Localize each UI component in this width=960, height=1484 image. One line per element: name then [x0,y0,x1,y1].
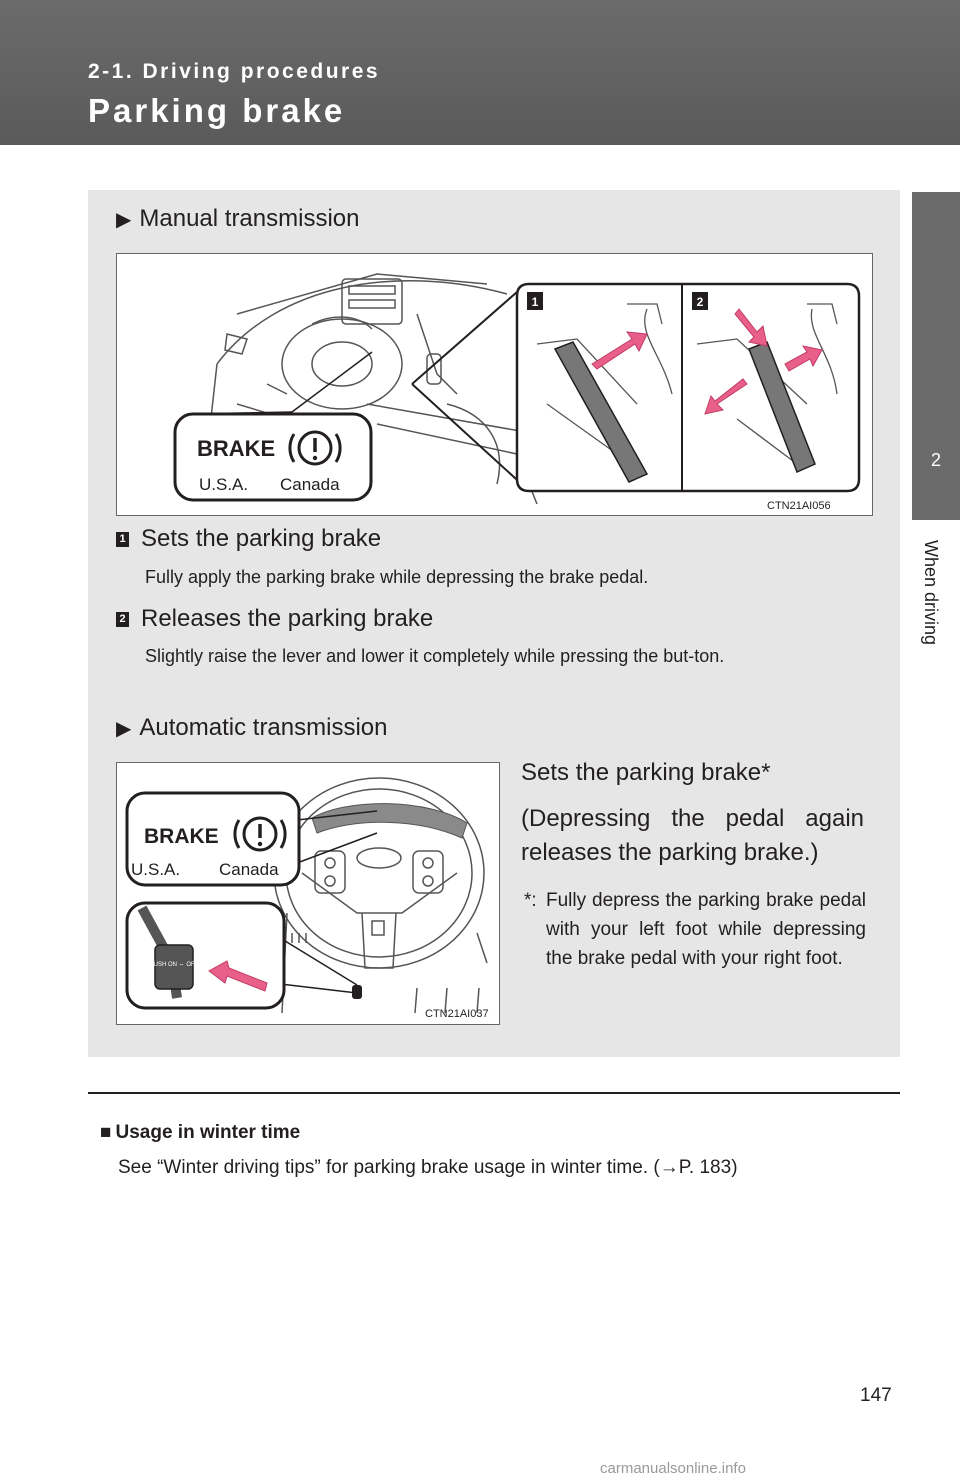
manual-heading-text: Manual transmission [139,205,360,232]
section-divider [88,1092,900,1094]
winter-body: See “Winter driving tips” for parking brake usage in winter time. (→P. 183) [118,1157,738,1178]
footnote [524,886,866,973]
automatic-heading [116,714,387,742]
page-header [0,0,960,145]
chapter-number: 2 [930,450,941,470]
manual-figure [116,253,873,516]
triangle-bullet-icon: ▶ [116,718,132,740]
section-label: 2-1. Driving procedures [88,60,381,83]
triangle-bullet-icon: ▶ [116,209,132,231]
brake-lamp-text: BRAKE [197,436,276,461]
step-1-icon: 1 [116,532,129,547]
automatic-figure [116,762,500,1025]
sets-parking-brake-text: Sets the parking brake* [521,759,771,786]
step-1-description: Fully apply the parking brake while depressing the brake pedal. [145,567,649,587]
page-number: 147 [860,1385,892,1406]
winter-heading-text: Usage in winter time [115,1122,301,1143]
step-2-description: Slightly raise the lever and lower it completely while pressing the but-ton. [145,646,725,666]
figure-code: CTN21AI037 [425,1008,489,1020]
chapter-label: When driving [921,540,941,646]
usa-label: U.S.A. [199,475,249,494]
usa-label: U.S.A. [131,860,181,879]
footer-watermark: carmanualsonline.info [600,1460,746,1477]
automatic-heading-text: Automatic transmission [139,714,388,741]
step-2-title-text: Releases the parking brake [141,605,434,632]
step-1-title [116,525,381,553]
footnote-marker: *: [524,890,537,911]
step-2-title [116,605,433,633]
step-2-icon: 2 [116,612,129,627]
step-2-badge-text: 2 [696,295,704,309]
footnote-text: Fully depress the parking brake pedal with your left foot while depressing the brake pedal with your right foot. [546,890,866,969]
step-1-badge-text: 1 [531,295,539,309]
winter-heading [100,1122,300,1144]
pedal-label: PUSH ON ⇔ OFF [149,962,199,968]
figure-code: CTN21AI056 [767,500,831,512]
step-1-title-text: Sets the parking brake [141,525,382,552]
canada-label: Canada [280,475,340,494]
canada-label: Canada [219,860,279,879]
page-title: Parking brake [88,92,346,129]
brake-lamp-text: BRAKE [144,825,219,848]
automatic-illustration [117,763,499,1024]
manual-heading [116,205,359,233]
manual-illustration [117,254,872,515]
square-bullet-icon: ■ [100,1122,112,1143]
depress-again-text: (Depressing the pedal again releases the parking brake.) [521,805,864,866]
